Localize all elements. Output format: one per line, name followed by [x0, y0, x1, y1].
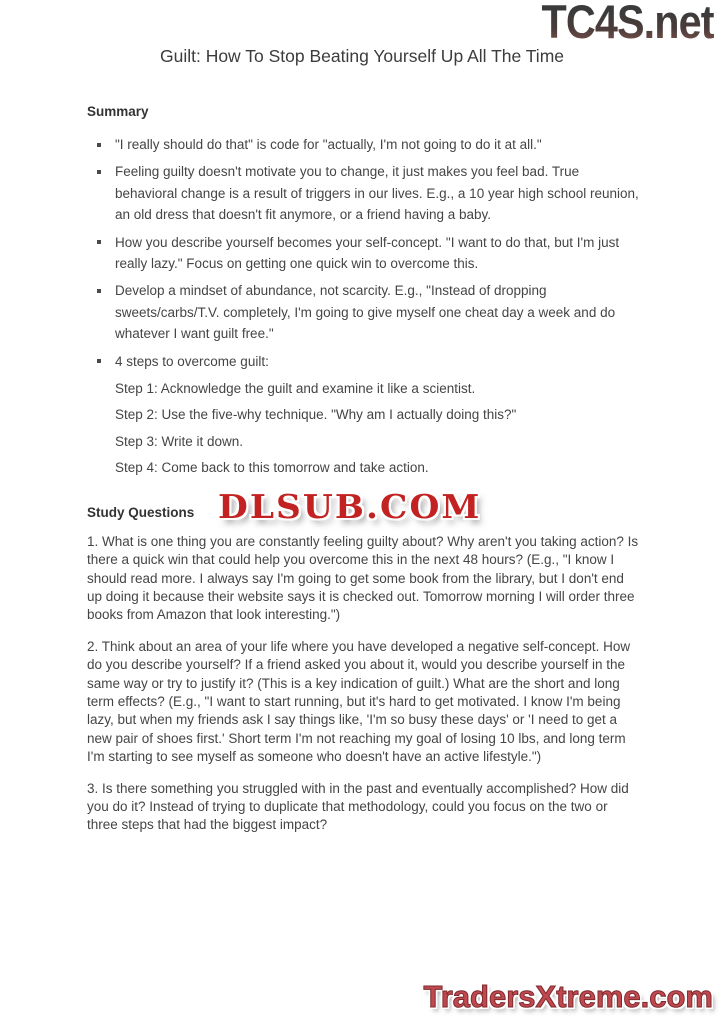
summary-bullet-text: "I really should do that" is code for "actually, I'm not going to do it at all."	[115, 137, 542, 152]
question-paragraph: 3. Is there something you struggled with in the past and eventually accomplished? How did you do it? Instead of trying to duplicate that methodology, could you focus on the two or three steps that had the biggest impact?	[87, 780, 629, 833]
square-bullet-icon	[97, 359, 101, 363]
square-bullet-icon	[97, 170, 101, 174]
summary-bullet	[87, 232, 639, 275]
summary-bullet-list	[87, 134, 639, 372]
summary-bullet	[87, 351, 639, 372]
summary-bullet-text: How you describe yourself becomes your self-concept. "I want to do that, but I'm just really lazy." Focus on getting one quick win to overcome this.	[115, 234, 620, 272]
step-item: Step 3: Write it down.	[115, 433, 244, 449]
summary-bullet	[87, 134, 639, 155]
guilt-steps-list	[87, 378, 639, 479]
page-title: Guilt: How To Stop Beating Yourself Up All The Time	[159, 46, 565, 66]
summary-bullet	[87, 280, 639, 344]
study-questions-heading: Study Questions	[87, 504, 195, 520]
summary-bullet-text: 4 steps to overcome guilt:	[115, 353, 269, 369]
tc4s-site-logo: TC4S.net	[542, 0, 714, 49]
square-bullet-icon	[97, 240, 101, 244]
dlsub-watermark: DLSUB.COM	[218, 487, 482, 526]
step-item: Step 1: Acknowledge the guilt and examine it like a scientist.	[115, 381, 476, 397]
question-paragraph: 2. Think about an area of your life where you have developed a negative self-concept. How do you describe yourself? If a friend asked you about it, would you describe yourself in the same way or try to justify it? (This is a key indication of guilt.) What are the short and long term effects? (E.g., "I want to start running, but it's hard to get motivated. I know I'm being lazy, but when my friends ask I say things like, 'I'm so busy these days' or 'I need to get a new pair of shoes first.' Short term I'm not reaching my goal of losing 10 lbs, and long term I'm starting to see myself as someone who doesn't have an active lifestyle.")	[87, 638, 631, 765]
square-bullet-icon	[97, 289, 101, 293]
step-item: Step 4: Come back to this tomorrow and take action.	[115, 460, 429, 476]
step-item: Step 2: Use the five-why technique. "Why am I actually doing this?"	[115, 407, 517, 423]
document-content	[87, 104, 639, 848]
question-paragraph: 1. What is one thing you are constantly feeling guilty about? Why aren't you taking action? Is there a quick win that could help you overcome this in the next 48 hours? (E.g., "I know I should read more. I always say I'm going to get some book from the library, but I don't end up doing it because their website says it is checked out. Tomorrow morning I will order three books from Amazon that look interesting.")	[87, 533, 639, 623]
summary-bullet-text: Develop a mindset of abundance, not scarcity. E.g., "Instead of dropping sweets/carbs/T.V. completely, I'm going to give myself one cheat day a week and do whatever I want guilt free."	[115, 283, 616, 342]
summary-bullet-text: Feeling guilty doesn't motivate you to change, it just makes you feel bad. True behavioral change is a result of triggers in our lives. E.g., a 10 year high school reunion, an old dress that doesn't fit anymore, or a friend having a baby.	[115, 164, 639, 223]
summary-heading: Summary	[87, 104, 149, 119]
tradersxtreme-site-logo: TradersXtreme.com	[423, 979, 713, 1014]
summary-bullet	[87, 161, 639, 225]
square-bullet-icon	[97, 143, 101, 147]
